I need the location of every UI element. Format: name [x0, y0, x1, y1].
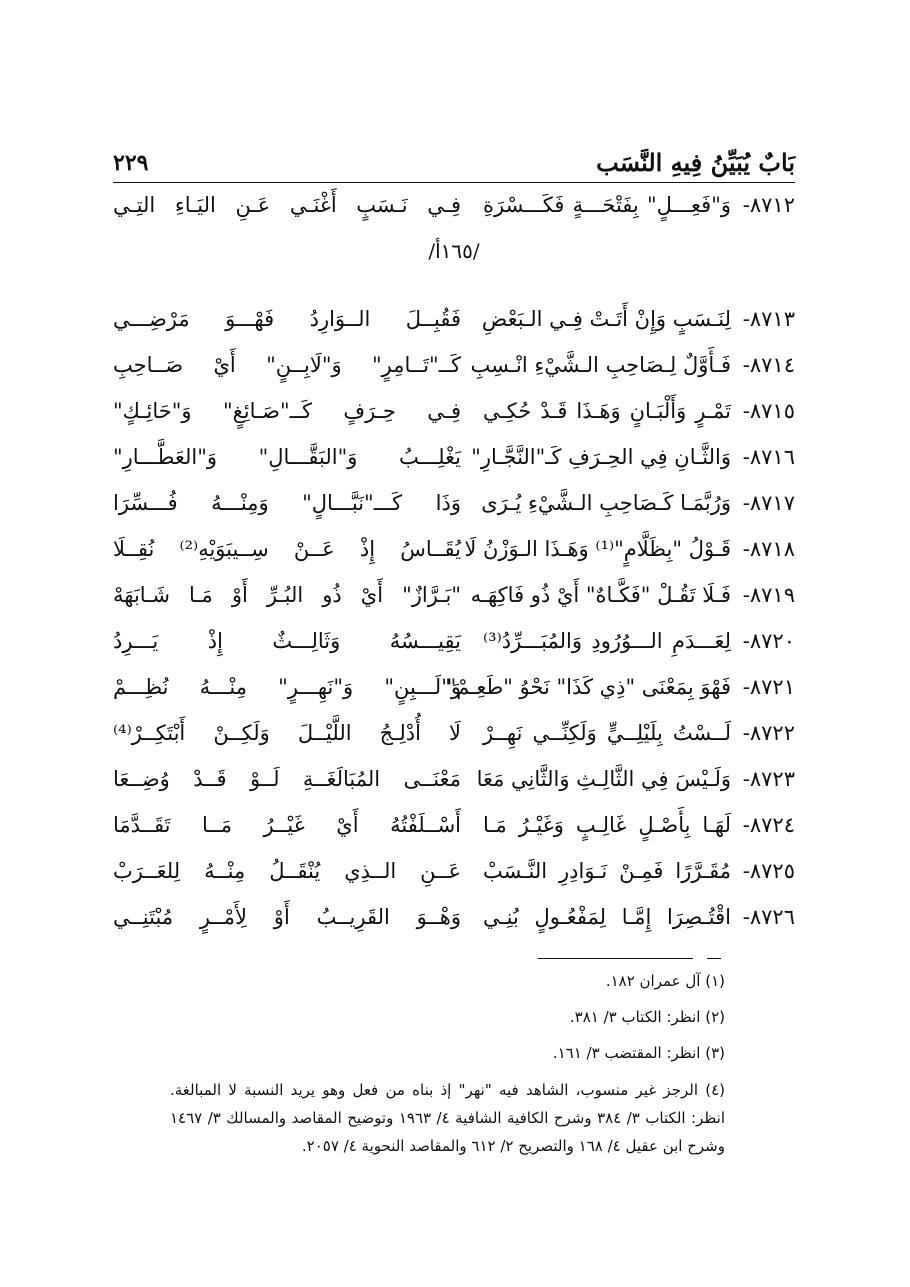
- verse-second-hemistich: يَغْلِـــبُ وَ"البَقَّـــالِ" وَ"العَطَّـــارِ": [113, 445, 461, 469]
- verse-second-hemistich: يُقَــاسُ إِذْ عَــنْ سِــيبَوَيْهِ⁽²⁾ نُقِــلَا: [113, 537, 461, 561]
- verse-second-hemistich: فَقُبِــلَ الــوَارِدُ فَهْـــوَ مَرْضِـــي: [113, 307, 461, 331]
- verse-second-hemistich: وَذَا كَـــ"نَبَّـــالٍ" وَمِنْـــهُ فُـــسِّرَا: [113, 491, 461, 515]
- verse-number: ٨٧٢٦-: [742, 905, 795, 929]
- page-number: ٢٢٩: [113, 150, 149, 176]
- verse-number: ٨٧١٥-: [742, 399, 795, 423]
- footnote-separator-tick: [707, 958, 721, 959]
- verse-line: [113, 388, 795, 434]
- verse-line: [113, 182, 795, 228]
- verse-first-hemistich: لَهَـا بِأَصْـلٍ غَالِـبٍ وَغَيْـرُ مَـا: [483, 813, 731, 837]
- verse-number: ٨٧١٧-: [742, 491, 795, 515]
- verse-first-hemistich: لَــسْتُ بِلَيْلِــيٍّ وَلَكِنِّــي نَهِــرْ: [483, 721, 731, 745]
- footnote: (١) آل عمران ١٨٢.: [605, 972, 725, 990]
- verse-line: [113, 526, 795, 572]
- verse-line: [113, 710, 795, 756]
- verse-first-hemistich: وَالثَّـانِ فِي الحِـرَفِ كَـ"النَّجَّـارِ": [471, 445, 731, 469]
- verse-first-hemistich: فَـلَا تَقُـلْ "فَكَّـاهٌ" أَيْ ذُو فَاكِهَـه: [470, 583, 731, 607]
- verse-second-hemistich: يَقِيـــسُهُ وَثَالِـــثٌ إِذْ يَـــرِدُ: [113, 629, 461, 653]
- verse-second-hemistich: عَــنِ الــذِي يُنْقَــلُ مِنْــهُ لِلعَــرَبْ: [113, 859, 461, 883]
- verse-number: ٨٧٢٤-: [742, 813, 795, 837]
- verse-second-hemistich: مَعْنَــى المُبَالَغَــةِ لَــوْ قَــدْ وُضِــعَا: [113, 767, 461, 791]
- verse-first-hemistich: قَـوْلُ "بِظَلَّامٍ"⁽¹⁾ وَهَـذَا الـوَزْنُ لَا: [464, 537, 731, 561]
- verse-line: [113, 802, 795, 848]
- footnote: (٣) انظر: المقتضب ٣/ ١٦١.: [552, 1044, 725, 1062]
- verse-line: [113, 894, 795, 940]
- verse-first-hemistich: وَلَـيْسَ فِي الثَّالِـثِ وَالثَّانِي مَعَا: [476, 767, 731, 791]
- verse-second-hemistich: كَــ"تَــامِرٍ" وَ"لَابِــنٍ" أَيْ صَــاحِبِ: [113, 353, 461, 377]
- verse-number: ٨٧٢٠-: [742, 629, 795, 653]
- verse-number: ٨٧١٣-: [742, 307, 795, 331]
- verse-number: ٨٧٢٣-: [742, 767, 795, 791]
- verse-first-hemistich: وَرُبَّمَـا كَـصَاحِبِ الـشَّيْءِ يُـرَى: [481, 491, 731, 515]
- verse-line: [113, 480, 795, 526]
- verse-line: [113, 296, 795, 342]
- verse-line: [113, 618, 795, 664]
- verse-number: ٨٧١٤-: [742, 353, 795, 377]
- verse-line: [113, 434, 795, 480]
- verse-block: [113, 182, 795, 940]
- verse-first-hemistich: تَمْـرٍ وَأَلْبَـانٍ وَهَـذَا قَـدْ حُكِـي: [483, 399, 731, 423]
- verse-line: [113, 848, 795, 894]
- verse-second-hemistich: وَهْــوَ القَرِيــبُ أَوْ لِأَمْــرٍ مُبْتَنِــي: [113, 905, 461, 929]
- footnote: (٢) انظر: الكتاب ٣/ ٣٨١.: [569, 1008, 725, 1026]
- verse-second-hemistich: فِـي نَـسَبٍ أَغْنَـي عَـنِ اليَـاءِ التِـي: [113, 193, 461, 217]
- verse-second-hemistich: أَسْــلَفْتُهُ أَيْ غَيْــرُ مَــا تَقَــدَّمَا: [113, 813, 461, 837]
- footnote: (٤) الرجز غير منسوب، الشاهد فيه "نهر" إذ بناه من فعل وهو يريد النسبة لا المبالغة. انظر: الكتاب ٣/ ٣٨٤ وشرح الكافية الشافية ٤/ ١٩٦٣ وتوضيح المقاصد والمسالك ٣/ ١٤٦٧ وشرح ابن عقيل ٤/ ١٦٨ والتصريح ٢/ ٦١٢ والمقاصد النحوية ٤/ ٢٠٥٧.: [170, 1081, 726, 1155]
- verse-first-hemistich: وَ"فَعِـــلٍ" بِفَتْحَـــةٍ فَكَـــسْرَةِ: [483, 193, 731, 217]
- verse-number: ٨٧١٢-: [742, 193, 795, 217]
- verse-line: [113, 342, 795, 388]
- verse-first-hemistich: فَهْوَ بِمَعْنَى "ذِي كَذَا" نَحْوُ "طَعِـمْ": [446, 675, 731, 699]
- verse-number: ٨٧١٨-: [742, 537, 795, 561]
- verse-line: [113, 572, 795, 618]
- verse-second-hemistich: وَ"لَـــبِنٍ" وَ"نَهِـــرٍ" مِنْـــهُ نُظِـــمْ: [113, 675, 461, 699]
- verse-number: ٨٧٢١-: [742, 675, 795, 699]
- verse-number: ٨٧١٩-: [742, 583, 795, 607]
- verse-line: [113, 756, 795, 802]
- verse-first-hemistich: مُقَـرَّرًا فَمِـنْ نَـوَادِرِ النَّـسَبْ: [483, 859, 731, 883]
- verse-first-hemistich: فَـأَوَّلٌ لِـصَاحِبِ الـشَّيْءِ انْـسِبِ: [470, 353, 731, 377]
- verse-second-hemistich: فِـي حِـرَفٍ كَــ"صَـائِغٍ" وَ"حَائِـكٍ": [113, 399, 461, 423]
- running-header: [113, 142, 795, 183]
- verse-second-hemistich: لَا أُدْلِـجُ اللَّيْــلَ وَلَكِــنْ أَبْتَكِــرْ⁽⁴⁾: [113, 721, 461, 745]
- verse-number: ٨٧٢٢-: [742, 721, 795, 745]
- verse-second-hemistich: "بَـرَّازٌ" أَيْ ذُو البُـرِّ أَوْ مَـا شَـابَهَهْ: [113, 583, 461, 607]
- verse-first-hemistich: لِعَـــدَمِ الـــوُرُودِ وَالمُبَـــرِّدُ⁽³⁾: [483, 629, 731, 653]
- verse-number: ٨٧٢٥-: [742, 859, 795, 883]
- verse-first-hemistich: اقْتُـصِرَا إِمَّـا لِمَفْعُـولٍ بُنِـي: [483, 905, 731, 929]
- chapter-title: بَابٌ يُبَيِّنُ فِيهِ النَّسَب: [596, 148, 795, 177]
- verse-first-hemistich: لِنَـسَبٍ وَإِنْ أَتَـتْ فِـي الـبَعْضِ: [481, 307, 731, 331]
- footnote-separator: [538, 958, 693, 959]
- manuscript-folio-marker: /١٦٥أ/: [428, 239, 480, 263]
- footnotes: [170, 968, 725, 1170]
- verse-number: ٨٧١٦-: [742, 445, 795, 469]
- verse-line: [113, 664, 795, 710]
